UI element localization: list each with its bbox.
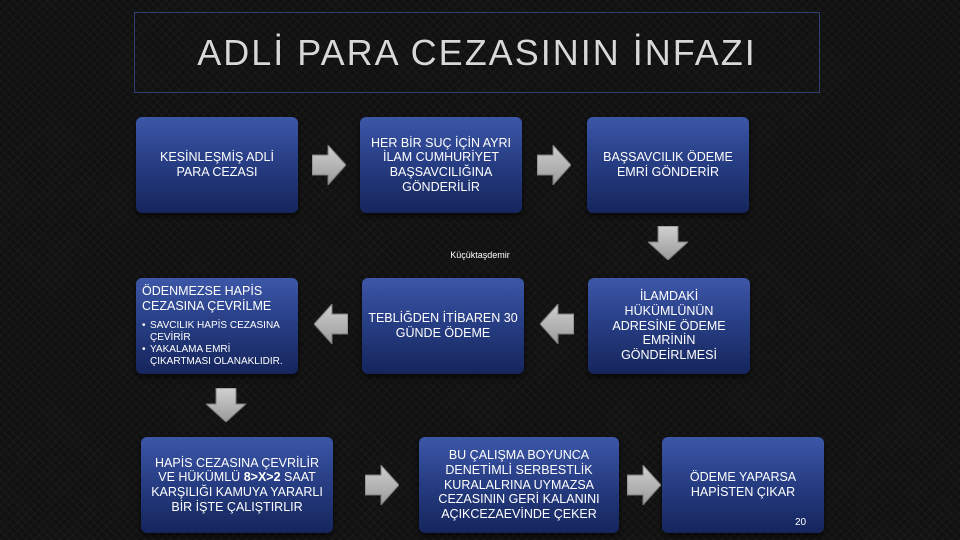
step-public-work-text bbox=[147, 456, 327, 515]
step-public-work-range: 8>X>2 bbox=[243, 470, 281, 485]
bullet-item: • SAVCILIK HAPİS CEZASINA ÇEVİRİR bbox=[142, 320, 292, 344]
step-payment-order-text: BAŞSAVCILIK ÖDEME EMRİ GÖNDERİR bbox=[603, 150, 733, 179]
step-release-text: ÖDEME YAPARSA HAPİSTEN ÇIKAR bbox=[689, 470, 797, 499]
author-label: Küçüktaşdemir bbox=[450, 250, 510, 260]
arrow-right-icon bbox=[627, 465, 661, 505]
step-convert-prison-heading: ÖDENMEZSE HAPİS CEZASINA ÇEVRİLME bbox=[142, 284, 272, 313]
page-number: 20 bbox=[795, 517, 807, 528]
step-convert-prison bbox=[136, 278, 298, 374]
slide-title: ADLİ PARA CEZASININ İNFAZI bbox=[197, 31, 757, 73]
step-final-fine-text: KESİNLEŞMİŞ ADLİ PARA CEZASI bbox=[160, 150, 274, 179]
step-payment-order bbox=[587, 117, 749, 213]
title-box bbox=[134, 12, 820, 93]
step-separate-ruling bbox=[360, 117, 522, 213]
arrow-right-icon bbox=[537, 145, 571, 185]
step-final-fine bbox=[136, 117, 298, 213]
arrow-left-icon bbox=[540, 304, 574, 344]
step-30-days bbox=[362, 278, 524, 374]
step-probation bbox=[419, 437, 619, 533]
step-public-work-line1: HAPİS CEZASINA ÇEVRİLİR VE HÜKÜMLÜ bbox=[155, 455, 319, 485]
step-probation-text: BU ÇALIŞMA BOYUNCA DENETİMLİ SERBESTLİK KURALALRINA UYMAZSA CEZASININ GERİ KALANINI AÇIKCEZAEVİNDE ÇEKER bbox=[438, 448, 600, 521]
step-convert-prison-bullets bbox=[142, 320, 292, 368]
arrow-right-icon bbox=[365, 465, 399, 505]
step-30-days-text: TEBLİĞDEN İTİBAREN 30 GÜNDE ÖDEME bbox=[368, 311, 518, 340]
bullet-item: • YAKALAMA EMRİ ÇIKARTMASI OLANAKLIDIR. bbox=[142, 344, 292, 368]
step-separate-ruling-text: HER BİR SUÇ İÇİN AYRI İLAM CUMHURİYET BAŞSAVCILIĞINA GÖNDERİLİR bbox=[370, 135, 512, 194]
arrow-down-icon bbox=[648, 226, 688, 260]
step-send-address-text: İLAMDAKİ HÜKÜMLÜNÜN ADRESİNE ÖDEME EMRİNİN GÖNDEİRLMESİ bbox=[612, 289, 726, 362]
step-public-work-line2: SAAT KARŞILIĞI KAMUYA YARARLI BİR İŞTE ÇALIŞTIRLIR bbox=[151, 470, 323, 514]
arrow-left-icon bbox=[314, 304, 348, 344]
arrow-right-icon bbox=[312, 145, 346, 185]
arrow-down-icon bbox=[206, 388, 246, 422]
step-public-work bbox=[141, 437, 333, 533]
step-send-address bbox=[588, 278, 750, 374]
